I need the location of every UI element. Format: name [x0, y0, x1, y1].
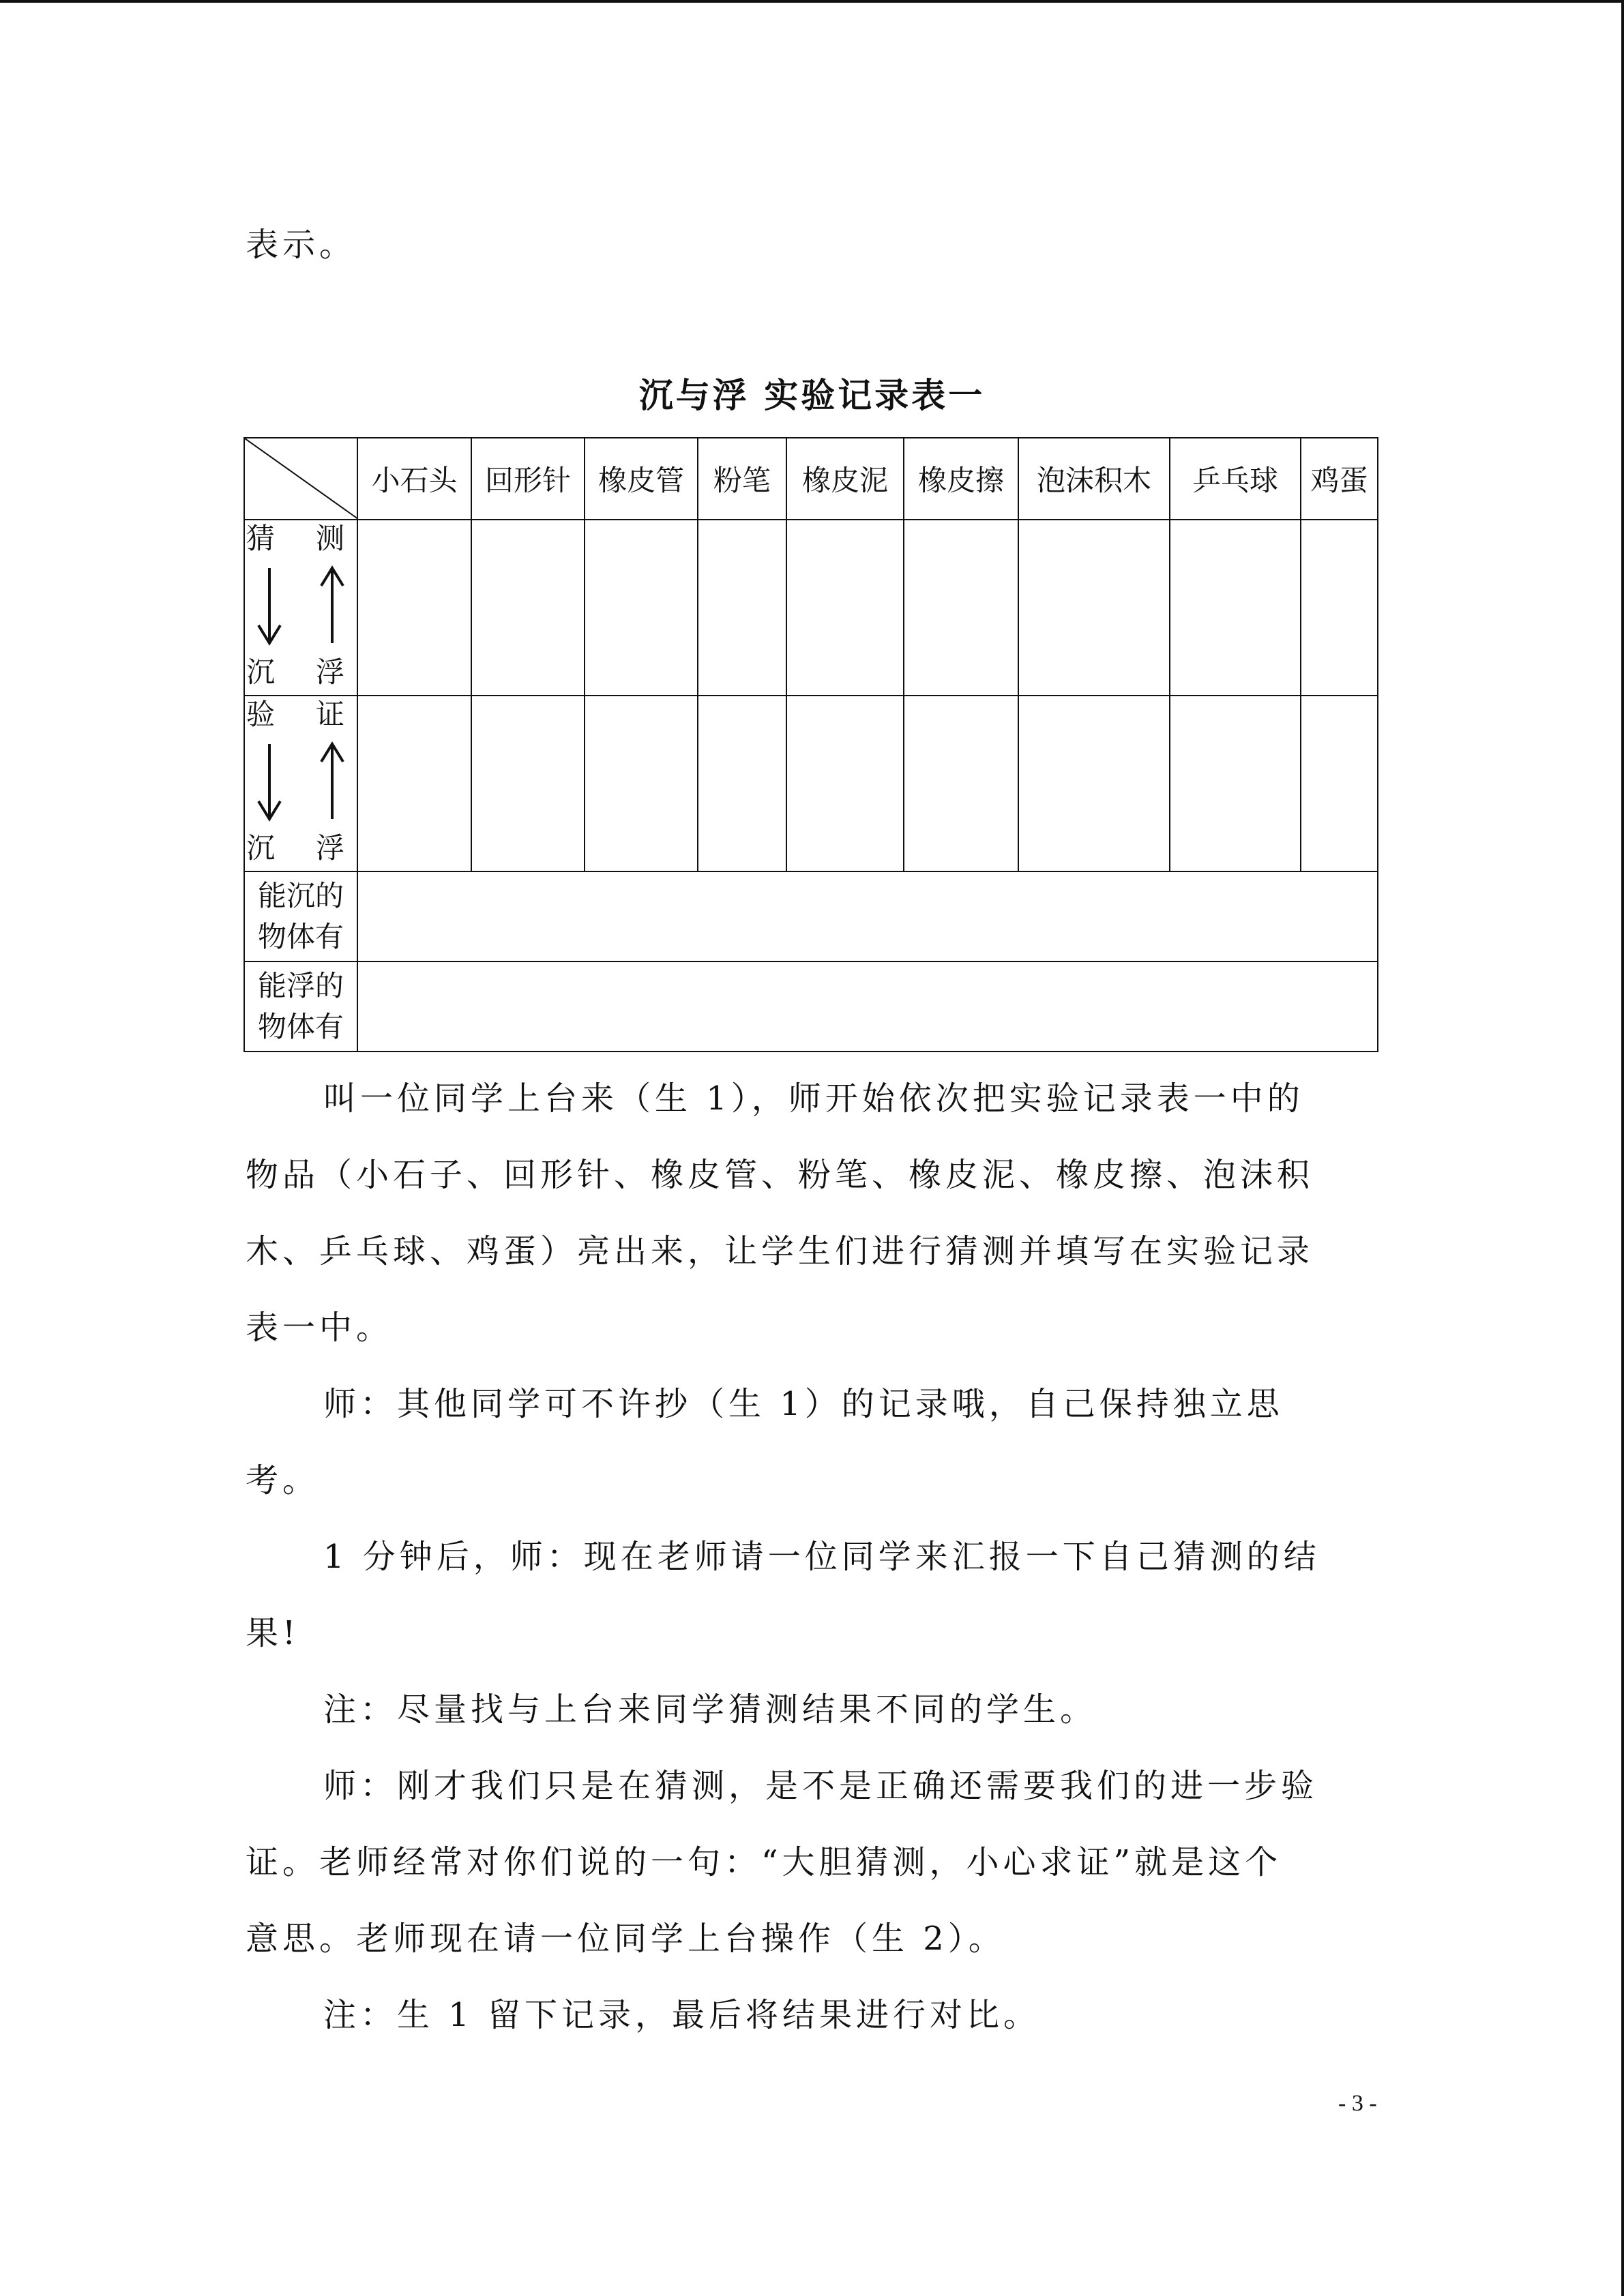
- guess-cell[interactable]: [471, 520, 585, 696]
- sink-objects-row: [244, 871, 1378, 961]
- paragraph-line: 师：刚才我们只是在猜测，是不是正确还需要我们的进一步验: [323, 1767, 1318, 1805]
- item-header: 泡沫积木: [1018, 438, 1170, 520]
- paragraph-line: 1 分钟后，师：现在老师请一位同学来汇报一下自己猜测的结: [323, 1538, 1320, 1576]
- paragraph-line: 师：其他同学可不许抄（生 1）的记录哦，自己保持独立思: [323, 1385, 1284, 1423]
- paragraph-line: 物品（小石子、回形针、橡皮管、粉笔、橡皮泥、橡皮擦、泡沫积: [246, 1156, 1314, 1194]
- float-header-line1: 能浮的: [257, 969, 344, 1002]
- paragraph-line: 注：生 1 留下记录，最后将结果进行对比。: [323, 1996, 1041, 2034]
- paragraph-line: 意思。老师现在请一位同学上台操作（生 2）。: [246, 1920, 1005, 1958]
- guess-label-left: 猜: [246, 522, 276, 555]
- experiment-record-table: [243, 437, 1378, 1052]
- sink-header-line1: 能沉的: [257, 879, 344, 912]
- paragraph-line: 考。: [246, 1461, 320, 1500]
- guess-cell[interactable]: [698, 520, 786, 696]
- top-text: 表示。: [246, 226, 357, 264]
- verify-cell[interactable]: [357, 696, 471, 871]
- item-header: 粉笔: [698, 438, 786, 520]
- item-header: 橡皮泥: [786, 438, 904, 520]
- sink-objects-header: [244, 871, 357, 961]
- float-objects-header: [244, 961, 357, 1052]
- verify-cell[interactable]: [1018, 696, 1170, 871]
- guess-cell[interactable]: [585, 520, 698, 696]
- item-header: 小石头: [357, 438, 471, 520]
- guess-float-label: 浮: [316, 655, 345, 689]
- verify-float-label: 浮: [316, 831, 345, 865]
- verify-cell[interactable]: [471, 696, 585, 871]
- verify-cell[interactable]: [698, 696, 786, 871]
- guess-row-header: [244, 520, 357, 696]
- page-number: - 3 -: [1338, 2091, 1377, 2116]
- guess-cell[interactable]: [904, 520, 1018, 696]
- verify-label-right: 证: [316, 698, 345, 731]
- page-top-border: [0, 0, 1624, 3]
- paragraph-line: 表一中。: [246, 1309, 394, 1347]
- verify-cell[interactable]: [1170, 696, 1301, 871]
- float-header-line2: 物体有: [257, 1010, 344, 1043]
- float-objects-cell[interactable]: [357, 961, 1378, 1052]
- page-right-border: [1621, 0, 1624, 2296]
- paragraph-line: 证。老师经常对你们说的一句：“大胆猜测，小心求证”就是这个: [246, 1843, 1282, 1881]
- item-header: 橡皮擦: [904, 438, 1018, 520]
- verify-cell[interactable]: [585, 696, 698, 871]
- float-objects-row: [244, 961, 1378, 1052]
- item-header: 鸡蛋: [1301, 438, 1378, 520]
- diagonal-line: [245, 438, 357, 519]
- item-header: 回形针: [471, 438, 585, 520]
- verify-row: [244, 696, 1378, 871]
- verify-row-header: [244, 696, 357, 871]
- guess-cell[interactable]: [357, 520, 471, 696]
- guess-cell[interactable]: [1301, 520, 1378, 696]
- verify-cell[interactable]: [904, 696, 1018, 871]
- verify-label-left: 验: [246, 698, 276, 731]
- verify-cell[interactable]: [786, 696, 904, 871]
- paragraph-line: 果!: [246, 1614, 300, 1652]
- guess-sink-label: 沉: [246, 655, 276, 689]
- guess-cell[interactable]: [1170, 520, 1301, 696]
- table-header-row: [244, 438, 1378, 520]
- verify-cell[interactable]: [1301, 696, 1378, 871]
- guess-cell[interactable]: [1018, 520, 1170, 696]
- guess-label-right: 测: [316, 522, 345, 555]
- paragraph-line: 注：尽量找与上台来同学猜测结果不同的学生。: [323, 1690, 1097, 1729]
- guess-cell[interactable]: [786, 520, 904, 696]
- paragraph-line: 叫一位同学上台来（生 1），师开始依次把实验记录表一中的: [323, 1079, 1304, 1118]
- sink-header-line2: 物体有: [257, 920, 344, 953]
- table-title: 沉与浮 实验记录表一: [638, 376, 986, 415]
- sink-objects-cell[interactable]: [357, 871, 1378, 961]
- diagonal-corner-cell: [244, 438, 357, 520]
- verify-sink-label: 沉: [246, 831, 276, 865]
- item-header: 橡皮管: [585, 438, 698, 520]
- paragraph-line: 木、乒乓球、鸡蛋）亮出来，让学生们进行猜测并填写在实验记录: [246, 1232, 1314, 1270]
- guess-row: [244, 520, 1378, 696]
- item-header: 乒乓球: [1170, 438, 1301, 520]
